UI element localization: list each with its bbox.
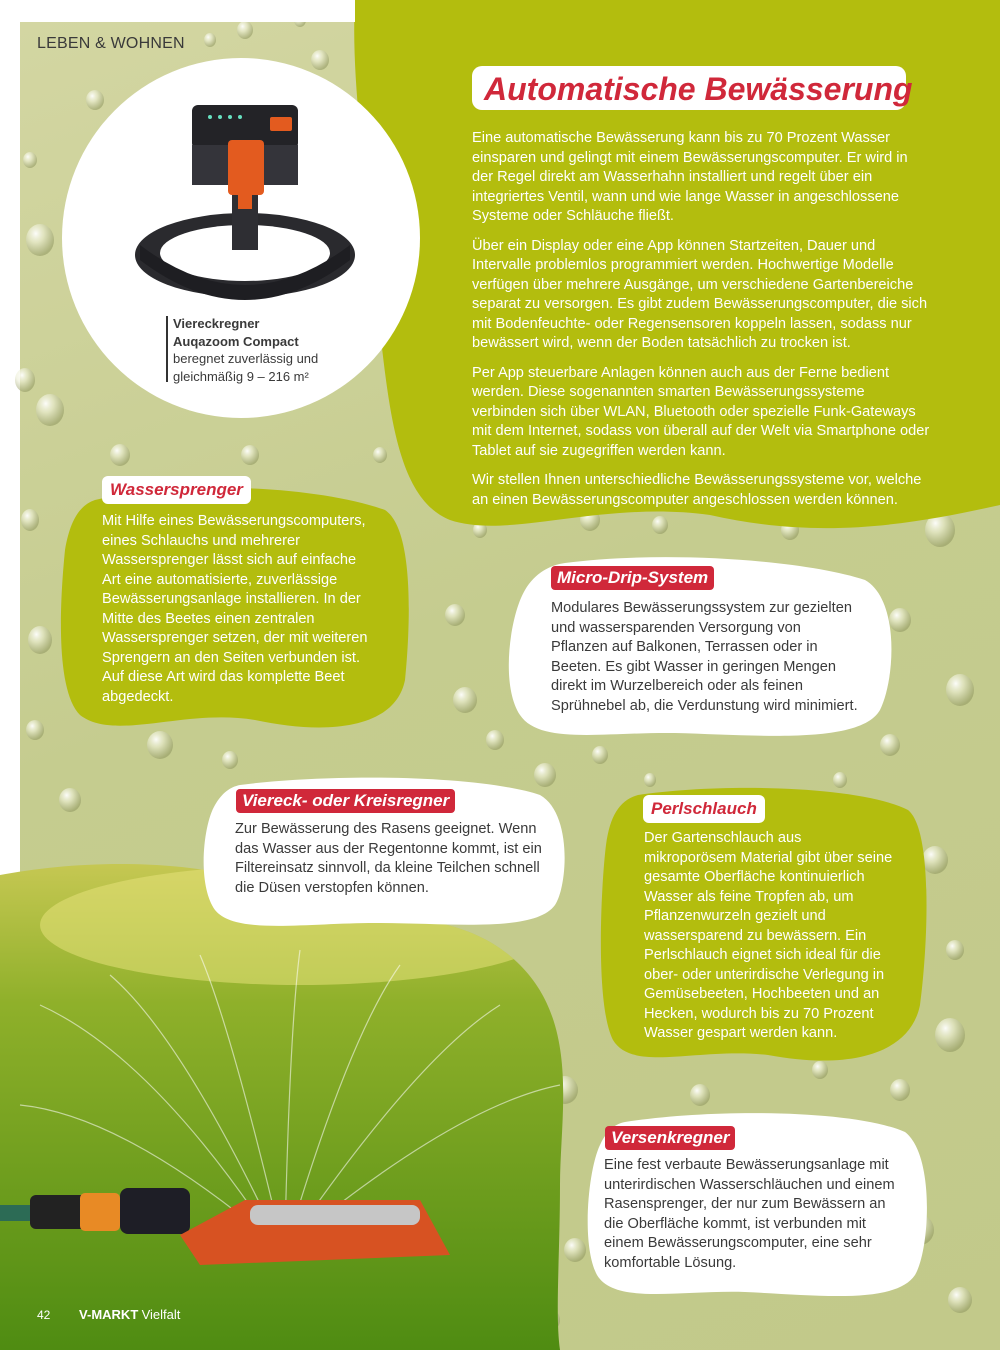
section-label: LEBEN & WOHNEN bbox=[37, 35, 185, 52]
page-title: Automatische Bewässerung bbox=[484, 71, 913, 107]
page-number: 42 bbox=[37, 1308, 51, 1322]
product-desc-line4: gleichmäßig 9 – 216 m² bbox=[173, 368, 309, 384]
product-name-line2: Auqazoom Compact bbox=[173, 333, 299, 349]
wassersprenger-heading: Wassersprenger bbox=[104, 478, 249, 502]
viereck-text: Zur Bewässerung des Rasens geeignet. Wenn das Wasser aus der Regentonne kommt, ist ein Filtereinsatz sinnvoll, da kleine Teilchen schnell die Düsen verstopfen können. bbox=[235, 821, 542, 896]
intro-paragraph-3: Per App steuerbare Anlagen können auch aus der Ferne bedient werden. Diese sogenannten smarten Bewässerungssysteme verbinden sich über WLAN, Bluetooth oder spezielle Funk-Gateways mit dem Internet, sodass von überall auf der Welt via Smartphone oder Tablet auf sie zugegriffen werden kann. bbox=[472, 364, 930, 459]
microdrip-heading: Micro-Drip-System bbox=[551, 566, 714, 590]
top-white-strip bbox=[0, 0, 355, 22]
caption-bar bbox=[166, 316, 168, 382]
product-caption bbox=[173, 315, 318, 385]
product-desc-line3: beregnet zuverlässig und bbox=[173, 351, 319, 366]
sprinkler-product-image bbox=[120, 95, 370, 310]
product-name-line1: Viereckregner bbox=[173, 316, 260, 331]
versenk-text: Eine fest verbaute Bewässerungsanlage mit unterirdischen Wasserschläuchen und einem Rasensprenger, der nur zum Bewässern an die Oberfläche kommt, ist verbunden mit einem Bewässerungscomputer, eine sehr komfortable Lösung. bbox=[604, 1157, 895, 1271]
viereck-heading: Viereck- oder Kreisregner bbox=[236, 789, 455, 813]
versenk-heading: Versenkregner bbox=[605, 1126, 735, 1150]
footer-brand: V-MARKT bbox=[79, 1307, 139, 1322]
footer-magazine: Vielfalt bbox=[141, 1307, 181, 1322]
intro-text bbox=[472, 129, 932, 520]
perlschlauch-heading: Perlschlauch bbox=[645, 797, 763, 821]
perlschlauch-text: Der Gartenschlauch aus mikroporösem Material gibt über seine gesamte Oberfläche kontinuierlich Wasser als feine Tropfen ab, um Pflanzenwurzeln gezielt und wassersparend zu bewässern. Ein Perlschlauch eignet sich ideal für die ober- oder unterirdische Verlegung in Gemüsebeeten, Hochbeeten und an Hecken, wodurch bis zu 70 Prozent Wasser gespart werden kann. bbox=[644, 830, 893, 1041]
intro-paragraph-4: Wir stellen Ihnen unterschiedliche Bewässerungssysteme vor, welche an einen Bewässerungscomputer angeschlossen werden können. bbox=[472, 472, 922, 508]
microdrip-text: Modulares Bewässerungssystem zur gezielten und wassersparenden Versorgung von Pflanzen auf Balkonen, Terrassen oder in Beeten. Es gibt Wasser in geringen Mengen direkt im Wurzelbereich oder als feinen Sprühnebel ab, die Verdunstung wird minimiert. bbox=[551, 600, 858, 714]
intro-paragraph-2: Über ein Display oder eine App können Startzeiten, Dauer und Intervalle problemlos programmiert werden. Hochwertige Modelle verfügen über mehrere Ausgänge, um verschiedene Gartenbereiche separat zu versorgen. Es gibt zudem Bewässerungscomputer, die sich mit Bodenfeuchte- oder Regensensoren koppeln lassen, sodass nur bewässert wird, wenn der Boden tatsächlich zu trocken ist. bbox=[472, 237, 928, 351]
intro-paragraph-1: Eine automatische Bewässerung kann bis zu 70 Prozent Wasser einsparen und gelingt mit einem Bewässerungscomputer. Er wird in der Regel direkt am Wasserhahn installiert und regelt über ein integriertes Ventil, wann und wie lange Wasser in angeschlossene Systeme oder Schläuche fließt. bbox=[472, 130, 908, 224]
footer bbox=[37, 1307, 180, 1322]
wassersprenger-text: Mit Hilfe eines Bewässerungscomputers, eines Schlauchs und mehrerer Wassersprenger lässt sich auf einfache Art eine automatisierte, zuverlässige Bewässerungsanlage installieren. In der Mitte des Beetes einen zentralen Wassersprenger setzen, der mit weiteren Sprengern an den Seiten verbunden ist. Auf diese Art wird das komplette Beet abgedeckt. bbox=[102, 513, 368, 705]
